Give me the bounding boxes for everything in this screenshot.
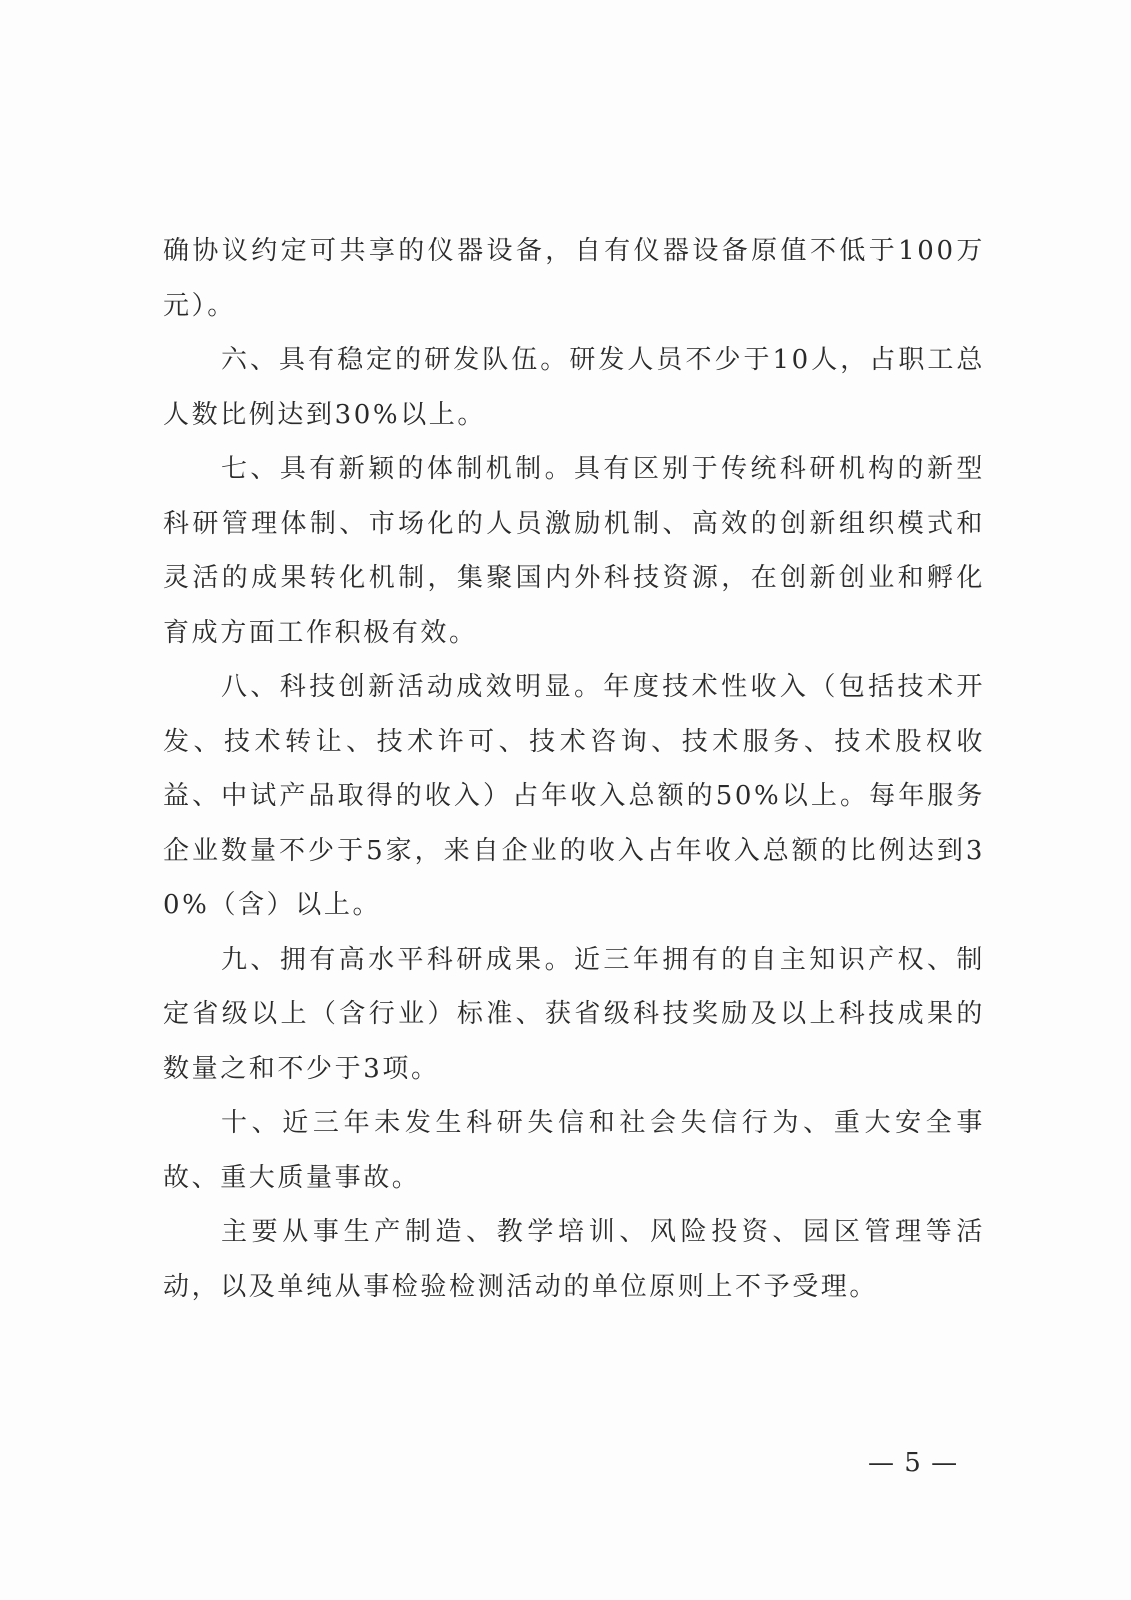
- paragraph-item-7-institutional-mechanism: 七、具有新颖的体制机制。具有区别于传统科研机构的新型科研管理体制、市场化的人员激励机制、高效的创新组织模式和灵活的成果转化机制，集聚国内外科技资源，在创新创业和孵化育成方面工作积极有效。: [163, 454, 985, 648]
- paragraph-continuation: 确协议约定可共享的仪器设备，自有仪器设备原值不低于100万元）。: [163, 236, 985, 321]
- document-body: [163, 224, 985, 1314]
- paragraph-item-6-research-team: 六、具有稳定的研发队伍。研发人员不少于10人，占职工总人数比例达到30%以上。: [163, 345, 985, 430]
- paragraph-item-9-research-achievements: 九、拥有高水平科研成果。近三年拥有的自主知识产权、制定省级以上（含行业）标准、获省级科技奖励及以上科技成果的数量之和不少于3项。: [163, 944, 985, 1084]
- page-number: — 5 —: [868, 1448, 959, 1478]
- paragraph-item-10-no-misconduct: 十、近三年未发生科研失信和社会失信行为、重大安全事故、重大质量事故。: [163, 1108, 985, 1193]
- paragraph-item-8-innovation-results: 八、科技创新活动成效明显。年度技术性收入（包括技术开发、技术转让、技术许可、技术咨询、技术服务、技术股权收益、中试产品取得的收入）占年收入总额的50%以上。每年服务企业数量不少于5家，来自企业的收入占年收入总额的比例达到30%（含）以上。: [163, 672, 985, 920]
- paragraph-exclusion-note: 主要从事生产制造、教学培训、风险投资、园区管理等活动，以及单纯从事检验检测活动的单位原则上不予受理。: [163, 1217, 985, 1302]
